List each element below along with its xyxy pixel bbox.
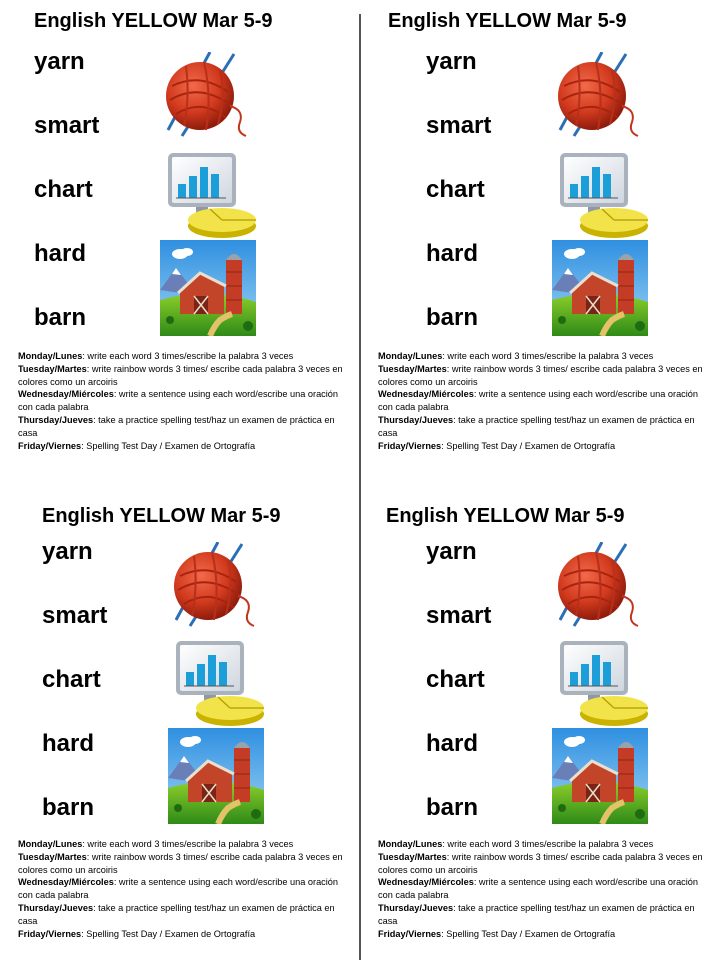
instruction-thursday: Thursday/Jueves: take a practice spelling test/haz un examen de práctica en casa bbox=[18, 414, 335, 438]
card-title: English YELLOW Mar 5-9 bbox=[386, 505, 625, 527]
homework-instructions bbox=[18, 838, 353, 940]
spelling-card bbox=[370, 505, 720, 975]
word-yarn: yarn bbox=[426, 538, 477, 565]
instruction-tuesday: Tuesday/Martes: write rainbow words 3 times/ escribe cada palabra 3 veces en colores como un arcoiris bbox=[18, 851, 343, 875]
instruction-friday: Friday/Viernes: Spelling Test Day / Examen de Ortografía bbox=[378, 928, 616, 939]
chart-monitor-icon bbox=[552, 638, 650, 726]
instruction-monday: Monday/Lunes: write each word 3 times/escribe la palabra 3 veces bbox=[18, 839, 294, 849]
instruction-tuesday: Tuesday/Martes: write rainbow words 3 times/ escribe cada palabra 3 veces en colores como un arcoiris bbox=[378, 851, 703, 875]
instruction-wednesday: Wednesday/Miércoles: write a sentence using each word/escribe una oración con cada palabra bbox=[18, 877, 339, 901]
homework-instructions bbox=[18, 350, 353, 452]
instruction-thursday: Thursday/Jueves: take a practice spelling test/haz un examen de práctica en casa bbox=[378, 414, 695, 438]
word-barn: barn bbox=[42, 794, 95, 821]
word-hard: hard bbox=[426, 240, 479, 267]
farm-barn-icon bbox=[552, 728, 648, 824]
instruction-wednesday: Wednesday/Miércoles: write a sentence using each word/escribe una oración con cada palabra bbox=[378, 877, 699, 901]
word-barn: barn bbox=[34, 304, 87, 331]
instruction-wednesday: Wednesday/Miércoles: write a sentence using each word/escribe una oración con cada palabra bbox=[378, 389, 699, 413]
word-yarn: yarn bbox=[34, 48, 85, 75]
word-barn: barn bbox=[426, 794, 479, 821]
instruction-monday: Monday/Lunes: write each word 3 times/escribe la palabra 3 veces bbox=[378, 351, 654, 361]
yarn-ball-icon bbox=[168, 542, 256, 628]
card-title: English YELLOW Mar 5-9 bbox=[34, 10, 273, 32]
homework-instructions bbox=[378, 350, 713, 452]
instruction-thursday: Thursday/Jueves: take a practice spelling test/haz un examen de práctica en casa bbox=[378, 902, 695, 926]
homework-instructions bbox=[378, 838, 713, 940]
yarn-ball-icon bbox=[552, 542, 640, 628]
word-hard: hard bbox=[42, 730, 95, 757]
word-smart: smart bbox=[42, 602, 108, 629]
word-chart: chart bbox=[426, 666, 485, 693]
spelling-card bbox=[18, 10, 368, 480]
instruction-thursday: Thursday/Jueves: take a practice spelling test/haz un examen de práctica en casa bbox=[18, 902, 335, 926]
spelling-card bbox=[18, 505, 368, 975]
word-barn: barn bbox=[426, 304, 479, 331]
chart-monitor-icon bbox=[168, 638, 266, 726]
word-hard: hard bbox=[34, 240, 87, 267]
word-yarn: yarn bbox=[42, 538, 93, 565]
instruction-monday: Monday/Lunes: write each word 3 times/escribe la palabra 3 veces bbox=[378, 839, 654, 849]
word-smart: smart bbox=[426, 602, 492, 629]
farm-barn-icon bbox=[552, 240, 648, 336]
spelling-card bbox=[370, 10, 720, 480]
chart-monitor-icon bbox=[160, 150, 258, 238]
card-title: English YELLOW Mar 5-9 bbox=[42, 505, 281, 527]
instruction-friday: Friday/Viernes: Spelling Test Day / Examen de Ortografía bbox=[378, 440, 616, 451]
farm-barn-icon bbox=[160, 240, 256, 336]
word-chart: chart bbox=[34, 176, 93, 203]
instruction-monday: Monday/Lunes: write each word 3 times/escribe la palabra 3 veces bbox=[18, 351, 294, 361]
instruction-wednesday: Wednesday/Miércoles: write a sentence using each word/escribe una oración con cada palabra bbox=[18, 389, 339, 413]
instruction-tuesday: Tuesday/Martes: write rainbow words 3 times/ escribe cada palabra 3 veces en colores como un arcoiris bbox=[378, 363, 703, 387]
word-smart: smart bbox=[426, 112, 492, 139]
farm-barn-icon bbox=[168, 728, 264, 824]
word-chart: chart bbox=[42, 666, 101, 693]
instruction-tuesday: Tuesday/Martes: write rainbow words 3 times/ escribe cada palabra 3 veces en colores como un arcoiris bbox=[18, 363, 343, 387]
word-smart: smart bbox=[34, 112, 100, 139]
chart-monitor-icon bbox=[552, 150, 650, 238]
yarn-ball-icon bbox=[552, 52, 640, 138]
word-hard: hard bbox=[426, 730, 479, 757]
card-title: English YELLOW Mar 5-9 bbox=[388, 10, 627, 32]
yarn-ball-icon bbox=[160, 52, 248, 138]
instruction-friday: Friday/Viernes: Spelling Test Day / Examen de Ortografía bbox=[18, 440, 256, 451]
word-yarn: yarn bbox=[426, 48, 477, 75]
word-chart: chart bbox=[426, 176, 485, 203]
instruction-friday: Friday/Viernes: Spelling Test Day / Examen de Ortografía bbox=[18, 928, 256, 939]
